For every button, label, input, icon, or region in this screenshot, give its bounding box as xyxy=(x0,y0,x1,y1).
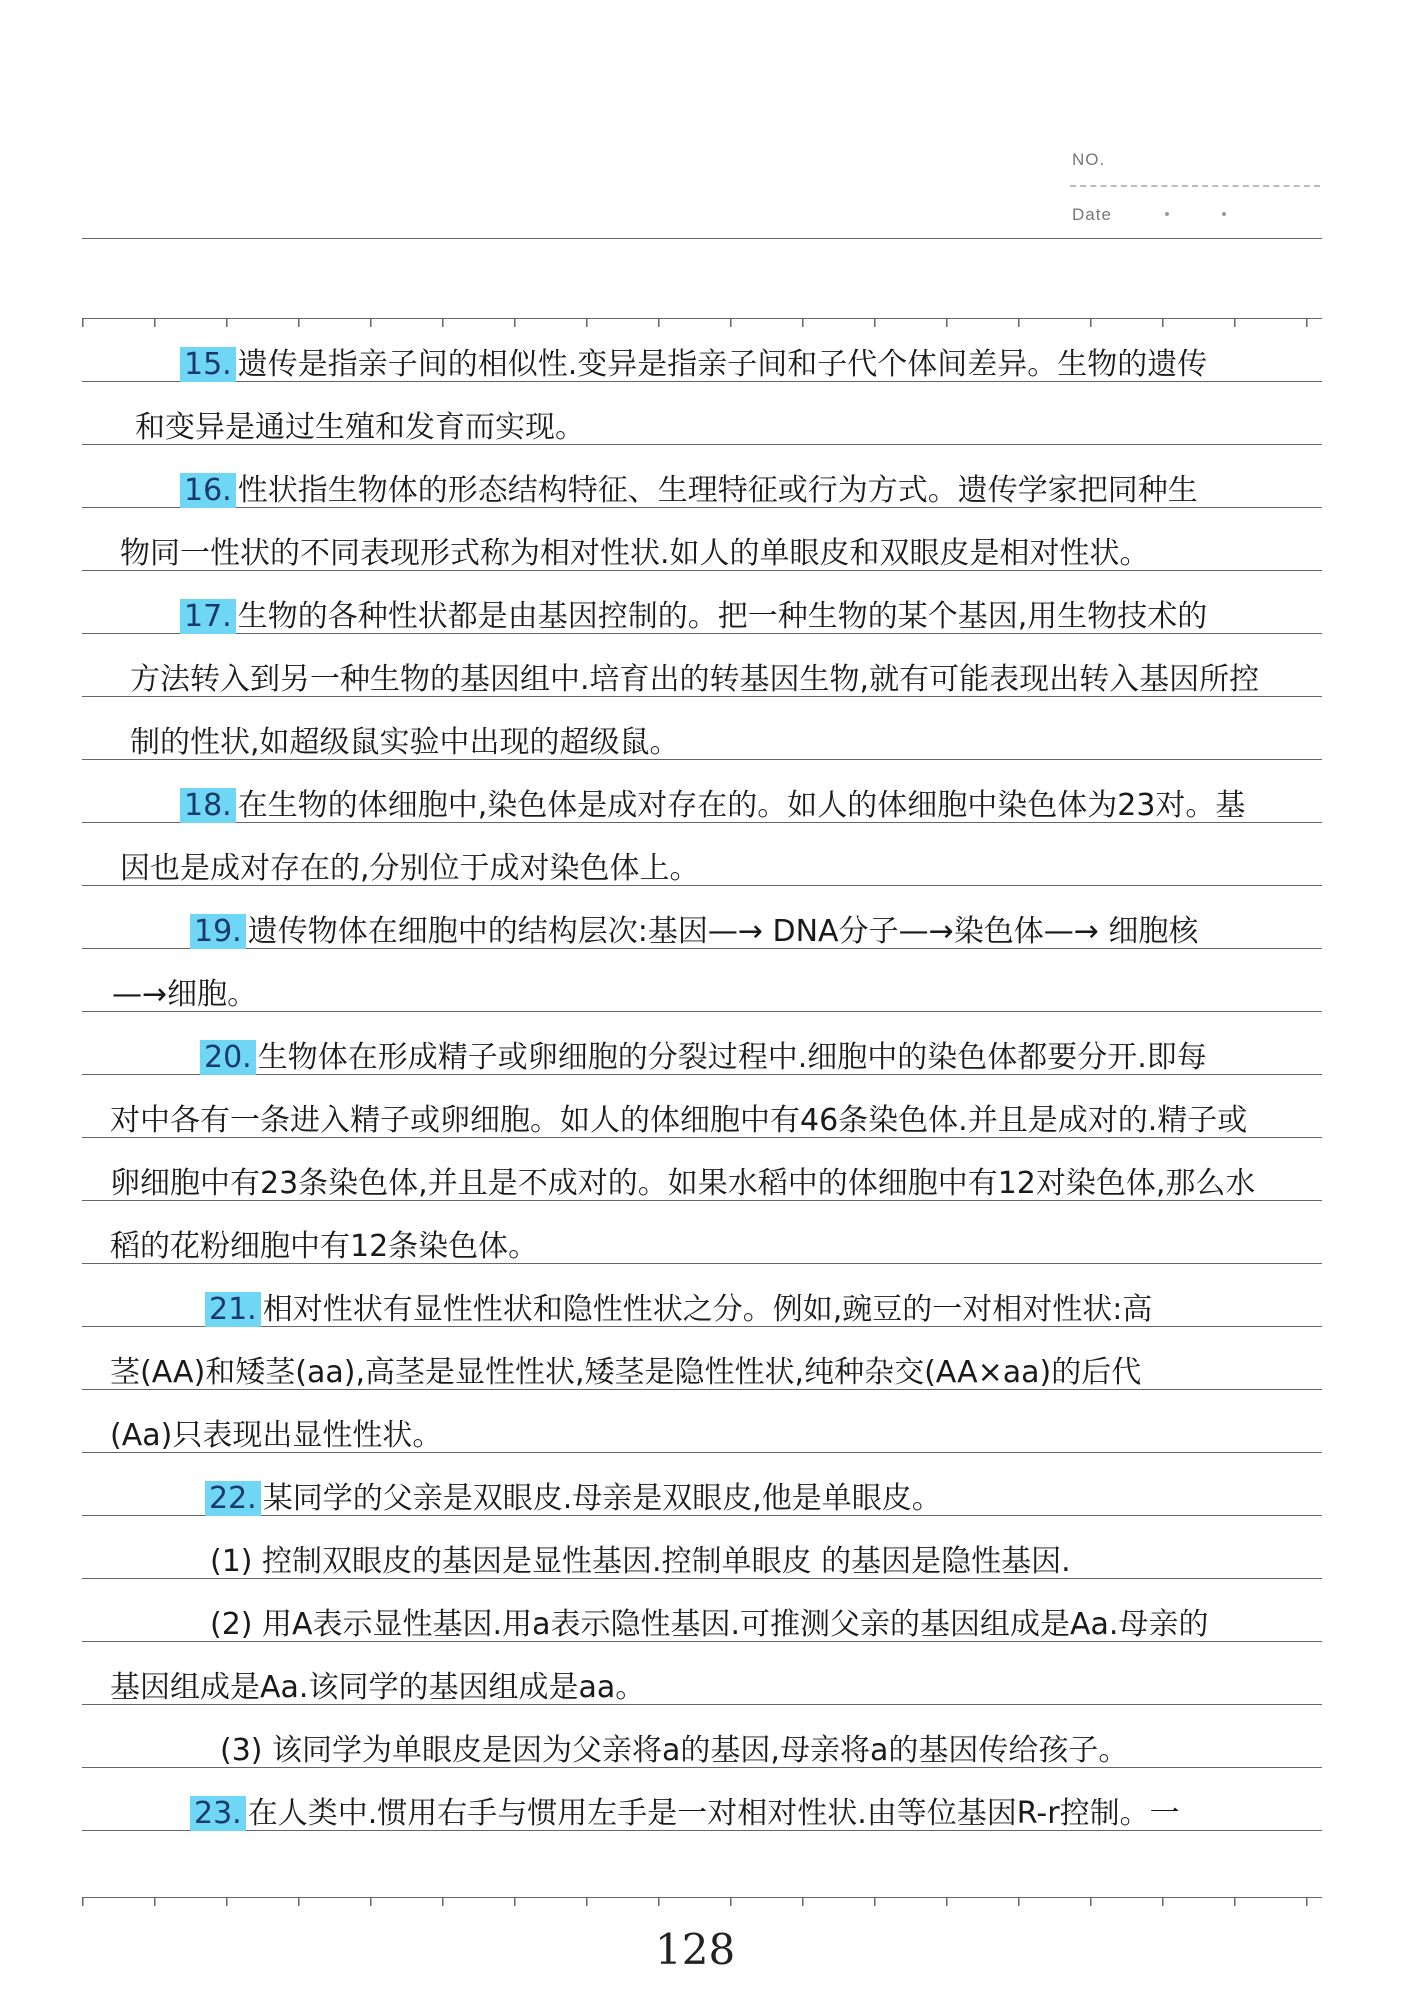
date-dot xyxy=(1165,212,1169,216)
line-text: (Aa)只表现出显性性状。 xyxy=(110,1418,443,1453)
text-line xyxy=(110,1156,1255,1212)
line-text: 生物的各种性状都是由基因控制的。把一种生物的某个基因,用生物技术的 xyxy=(237,599,1208,634)
item-number-highlight: 20. xyxy=(200,1040,256,1075)
item-number-highlight: 21. xyxy=(205,1292,261,1327)
text-line xyxy=(120,841,700,897)
text-line xyxy=(130,652,1259,708)
text-line xyxy=(130,715,680,771)
line-text: 遗传是指亲子间的相似性.变异是指亲子间和子代个体间差异。生物的遗传 xyxy=(237,347,1208,382)
text-line xyxy=(135,400,585,456)
line-text: 在生物的体细胞中,染色体是成对存在的。如人的体细胞中染色体为23对。基 xyxy=(237,788,1246,823)
line-text: 稻的花粉细胞中有12条染色体。 xyxy=(110,1229,539,1264)
line-text: 基因组成是Aa.该同学的基因组成是aa。 xyxy=(110,1670,646,1705)
text-line xyxy=(110,1219,538,1275)
line-text: 相对性状有显性性状和隐性性状之分。例如,豌豆的一对相对性状:高 xyxy=(262,1292,1153,1327)
line-text: 方法转入到另一种生物的基因组中.培育出的转基因生物,就有可能表现出转入基因所控 xyxy=(130,662,1260,697)
text-line xyxy=(112,967,257,1023)
item-number-highlight: 15. xyxy=(180,347,236,382)
item-number-highlight: 18. xyxy=(180,788,236,823)
line-text: 茎(AA)和矮茎(aa),高茎是显性性状,矮茎是隐性性状,纯种杂交(AA×aa)的后代 xyxy=(110,1355,1142,1390)
text-line xyxy=(200,1030,1207,1086)
line-text: —→细胞。 xyxy=(112,977,258,1012)
line-text: 物同一性状的不同表现形式称为相对性状.如人的单眼皮和双眼皮是相对性状。 xyxy=(120,536,1150,571)
line-text: 生物体在形成精子或卵细胞的分裂过程中.细胞中的染色体都要分开.即每 xyxy=(257,1040,1207,1075)
text-line xyxy=(180,589,1207,645)
date-label: Date xyxy=(1072,205,1112,224)
text-line xyxy=(110,1408,442,1464)
line-text: 和变异是通过生殖和发育而实现。 xyxy=(135,410,585,445)
text-line xyxy=(205,1471,942,1527)
text-line xyxy=(120,526,1150,582)
item-number-highlight: 23. xyxy=(190,1796,246,1831)
text-line xyxy=(110,1660,645,1716)
text-line xyxy=(180,463,1198,519)
ruled-line xyxy=(82,238,1322,239)
text-line xyxy=(210,1534,1071,1590)
date-dot xyxy=(1222,212,1226,216)
text-line xyxy=(190,1786,1180,1842)
line-text: 遗传物体在细胞中的结构层次:基因—→ DNA分子—→染色体—→ 细胞核 xyxy=(247,914,1199,949)
item-number-highlight: 22. xyxy=(205,1481,261,1516)
line-text: 对中各有一条进入精子或卵细胞。如人的体细胞中有46条染色体.并且是成对的.精子或 xyxy=(110,1103,1248,1138)
no-dashed-line xyxy=(1070,185,1320,187)
line-text: 性状指生物体的形态结构特征、生理特征或行为方式。遗传学家把同种生 xyxy=(237,473,1198,508)
line-text: 制的性状,如超级鼠实验中出现的超级鼠。 xyxy=(130,725,680,760)
line-text: 卵细胞中有23条染色体,并且是不成对的。如果水稻中的体细胞中有12对染色体,那么水 xyxy=(110,1166,1256,1201)
text-line xyxy=(110,1345,1141,1401)
line-text: 因也是成对存在的,分别位于成对染色体上。 xyxy=(120,851,700,886)
line-text: 在人类中.惯用右手与惯用左手是一对相对性状.由等位基因R-r控制。一 xyxy=(247,1796,1180,1831)
ruled-line-ticked xyxy=(82,1897,1322,1906)
text-line xyxy=(110,1093,1247,1149)
text-line xyxy=(210,1597,1208,1653)
text-line xyxy=(190,904,1198,960)
item-number-highlight: 16. xyxy=(180,473,236,508)
text-line xyxy=(205,1282,1152,1338)
page-number: 128 xyxy=(655,1925,736,1974)
line-text: (2) 用A表示显性基因.用a表示隐性基因.可推测父亲的基因组成是Aa.母亲的 xyxy=(210,1607,1209,1642)
text-line xyxy=(180,778,1245,834)
ruled-line xyxy=(82,1011,1322,1012)
line-text: (1) 控制双眼皮的基因是显性基因.控制单眼皮 的基因是隐性基因. xyxy=(210,1544,1071,1579)
text-line xyxy=(180,337,1207,393)
line-text: (3) 该同学为单眼皮是因为父亲将a的基因,母亲将a的基因传给孩子。 xyxy=(220,1733,1129,1768)
item-number-highlight: 19. xyxy=(190,914,246,949)
no-label: NO. xyxy=(1072,150,1106,169)
item-number-highlight: 17. xyxy=(180,599,236,634)
ruled-line-ticked xyxy=(82,318,1322,327)
text-line xyxy=(220,1723,1128,1779)
line-text: 某同学的父亲是双眼皮.母亲是双眼皮,他是单眼皮。 xyxy=(262,1481,942,1516)
